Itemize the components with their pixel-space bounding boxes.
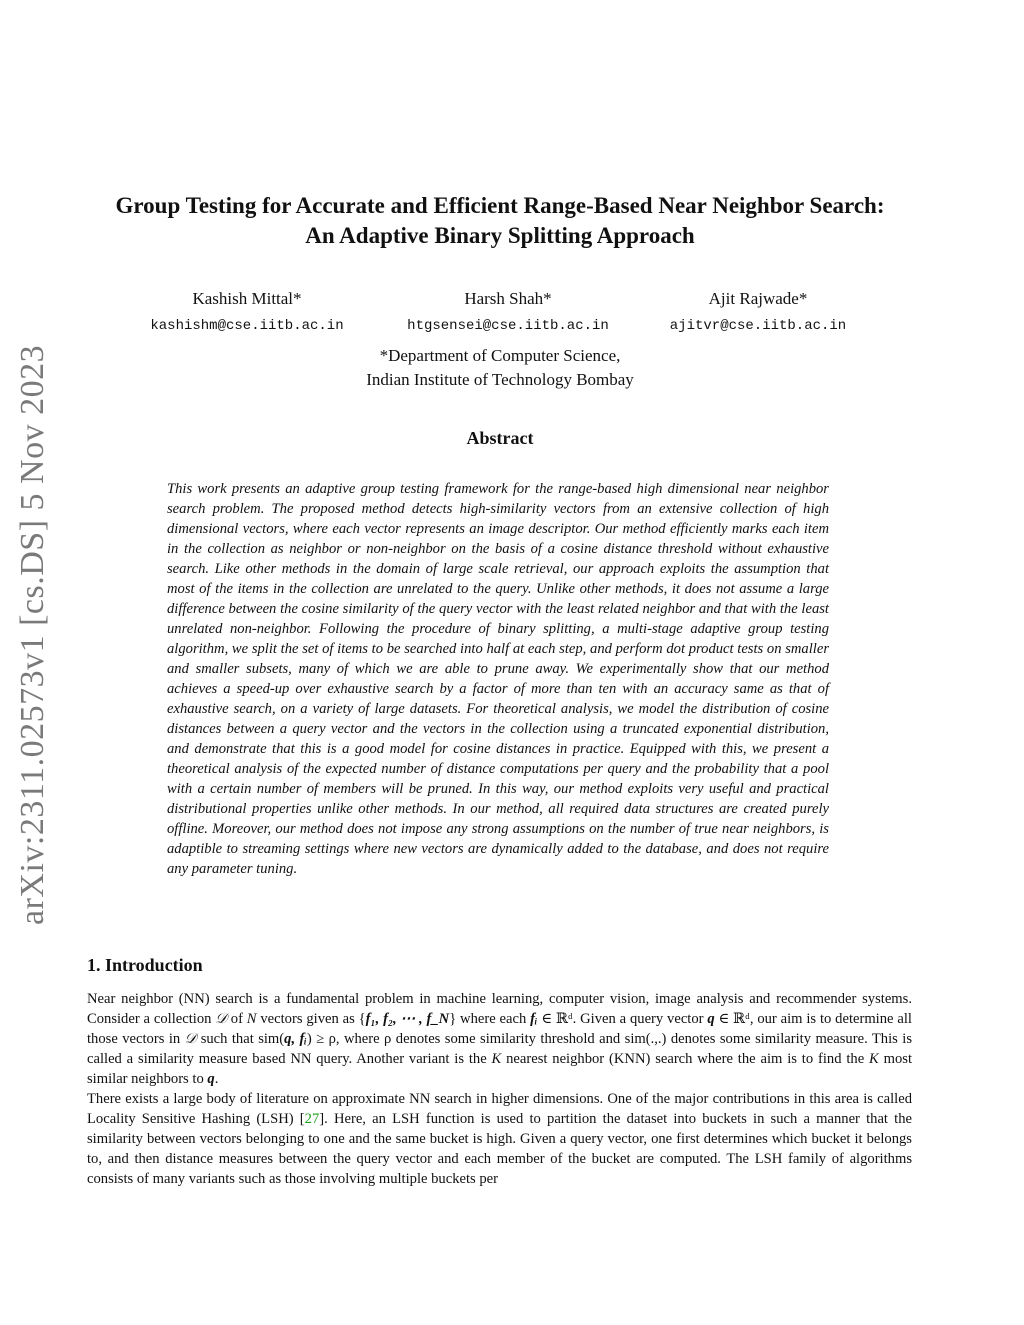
author-block-3	[628, 288, 888, 336]
text-run: ∈ ℝᵈ. Given a query vector	[537, 1011, 708, 1027]
text-run: nearest neighbor (KNN) search where the aim is to find the	[501, 1051, 870, 1067]
affiliation-institute: Indian Institute of Technology Bombay	[366, 370, 634, 389]
author-email[interactable]: htgsensei@cse.iitb.ac.in	[407, 318, 609, 334]
text-run: ) ≥ ρ, where ρ denotes some similarity threshold and sim(.,.) denotes some similarity measure. This is called a similarity measure based NN query. Another variant is the	[87, 1031, 913, 1067]
math-symbol: 𝒟	[215, 1011, 227, 1027]
math-vector-set: f₁, f₂, ⋯ , f_N	[365, 1011, 450, 1027]
intro-paragraph-2	[87, 1089, 912, 1189]
text-run: most similar neighbors to	[87, 1051, 912, 1087]
text-run: .	[214, 1071, 219, 1087]
math-vector: fᵢ	[530, 1011, 538, 1027]
paper-title-line-2: An Adaptive Binary Splitting Approach	[305, 223, 695, 248]
author-email[interactable]: ajitvr@cse.iitb.ac.in	[669, 318, 847, 334]
text-run: ∈ ℝᵈ, our aim is to determine all those vectors in	[87, 1011, 912, 1047]
section-heading-introduction: 1. Introduction	[87, 955, 203, 975]
text-run: } where each	[449, 1011, 531, 1027]
citation-link[interactable]: 27	[304, 1111, 320, 1127]
affiliation	[300, 344, 700, 392]
text-run: such that sim(	[196, 1031, 285, 1047]
paper-title	[60, 191, 940, 251]
author-name: Harsh Shah*	[464, 289, 552, 308]
math-symbol: N	[246, 1011, 257, 1027]
text-run: vectors given as {	[256, 1011, 366, 1027]
math-symbol: 𝒟	[184, 1031, 197, 1047]
text-run: There exists a large body of literature on approximate NN search in higher dimensions. One of the major contributions in this area is called Locality Sensitive Hashing (LSH) [	[87, 1091, 912, 1127]
intro-paragraph-1	[87, 989, 912, 1089]
author-name: Ajit Rajwade*	[708, 289, 808, 308]
math-vector: q	[707, 1011, 715, 1027]
author-name: Kashish Mittal*	[192, 289, 302, 308]
abstract-body: This work presents an adaptive group testing framework for the range-based high dimensional near neighbor search problem. The proposed method detects high-similarity vectors from an extensive collection of high dimensional vectors, where each vector represents an image descriptor. Our method efficiently marks each item in the collection as neighbor or non-neighbor on the basis of a cosine distance threshold without exhaustive search. Like other methods in the domain of large scale retrieval, our approach exploits the assumption that most of the items in the collection are unrelated to the query. Unlike other methods, it does not assume a large difference between the cosine similarity of the query vector with the least related neighbor and that with the least unrelated non-neighbor. Following the procedure of binary splitting, a multi-stage adaptive group testing algorithm, we split the set of items to be searched into half at each step, and perform dot product tests on smaller and smaller subsets, many of which we are able to prune away. We experimentally show that our method achieves a speed-up over exhaustive search by a factor of more than ten with an accuracy same as that of exhaustive search, on a variety of large datasets. For theoretical analysis, we model the distribution of cosine distances between a query vector and the vectors in the collection using a truncated exponential distribution, and demonstrate that this is a good model for cosine distances in practice. Equipped with this, we present a theoretical analysis of the expected number of distance computations per query and the probability that a pool with a certain number of members will be pruned. In this way, our method exploits very useful and practical distributional properties unlike other methods. In our method, all required data structures are created purely offline. Moreover, our method does not impose any strong assumptions on the number of true near neighbors, is adaptible to streaming settings where new vectors are dynamically added to the database, and does not require any parameter tuning.	[167, 481, 829, 877]
math-vector: q	[207, 1071, 215, 1087]
math-symbol: K	[491, 1051, 502, 1067]
math-symbol: K	[869, 1051, 879, 1067]
arxiv-identifier-stamp: arXiv:2311.02573v1 [cs.DS] 5 Nov 2023	[14, 344, 51, 925]
abstract-heading: Abstract	[466, 428, 534, 448]
affiliation-department: *Department of Computer Science,	[379, 346, 621, 365]
author-email[interactable]: kashishm@cse.iitb.ac.in	[150, 318, 344, 334]
author-block-1	[117, 288, 377, 336]
author-block-2	[378, 288, 638, 336]
text-run: of	[226, 1011, 247, 1027]
introduction-body	[87, 989, 912, 1189]
text-run: ]. Here, an LSH function is used to partition the dataset into buckets in such a manner that the similarity between vectors belonging to one and the same bucket is high. Given a query vector, one first determines which bucket it belongs to, and then distance measures between the query vector and each member of the bucket are computed. The LSH family of algorithms consists of many variants such as those involving multiple buckets per	[87, 1111, 912, 1187]
paper-title-line-1: Group Testing for Accurate and Efficient Range-Based Near Neighbor Search:	[115, 193, 885, 218]
text-run: Near neighbor (NN) search is a fundamental problem in machine learning, computer vision, image analysis and recommender systems. Consider a collection	[87, 991, 912, 1027]
math-vector-pair: q, fᵢ	[284, 1031, 307, 1047]
